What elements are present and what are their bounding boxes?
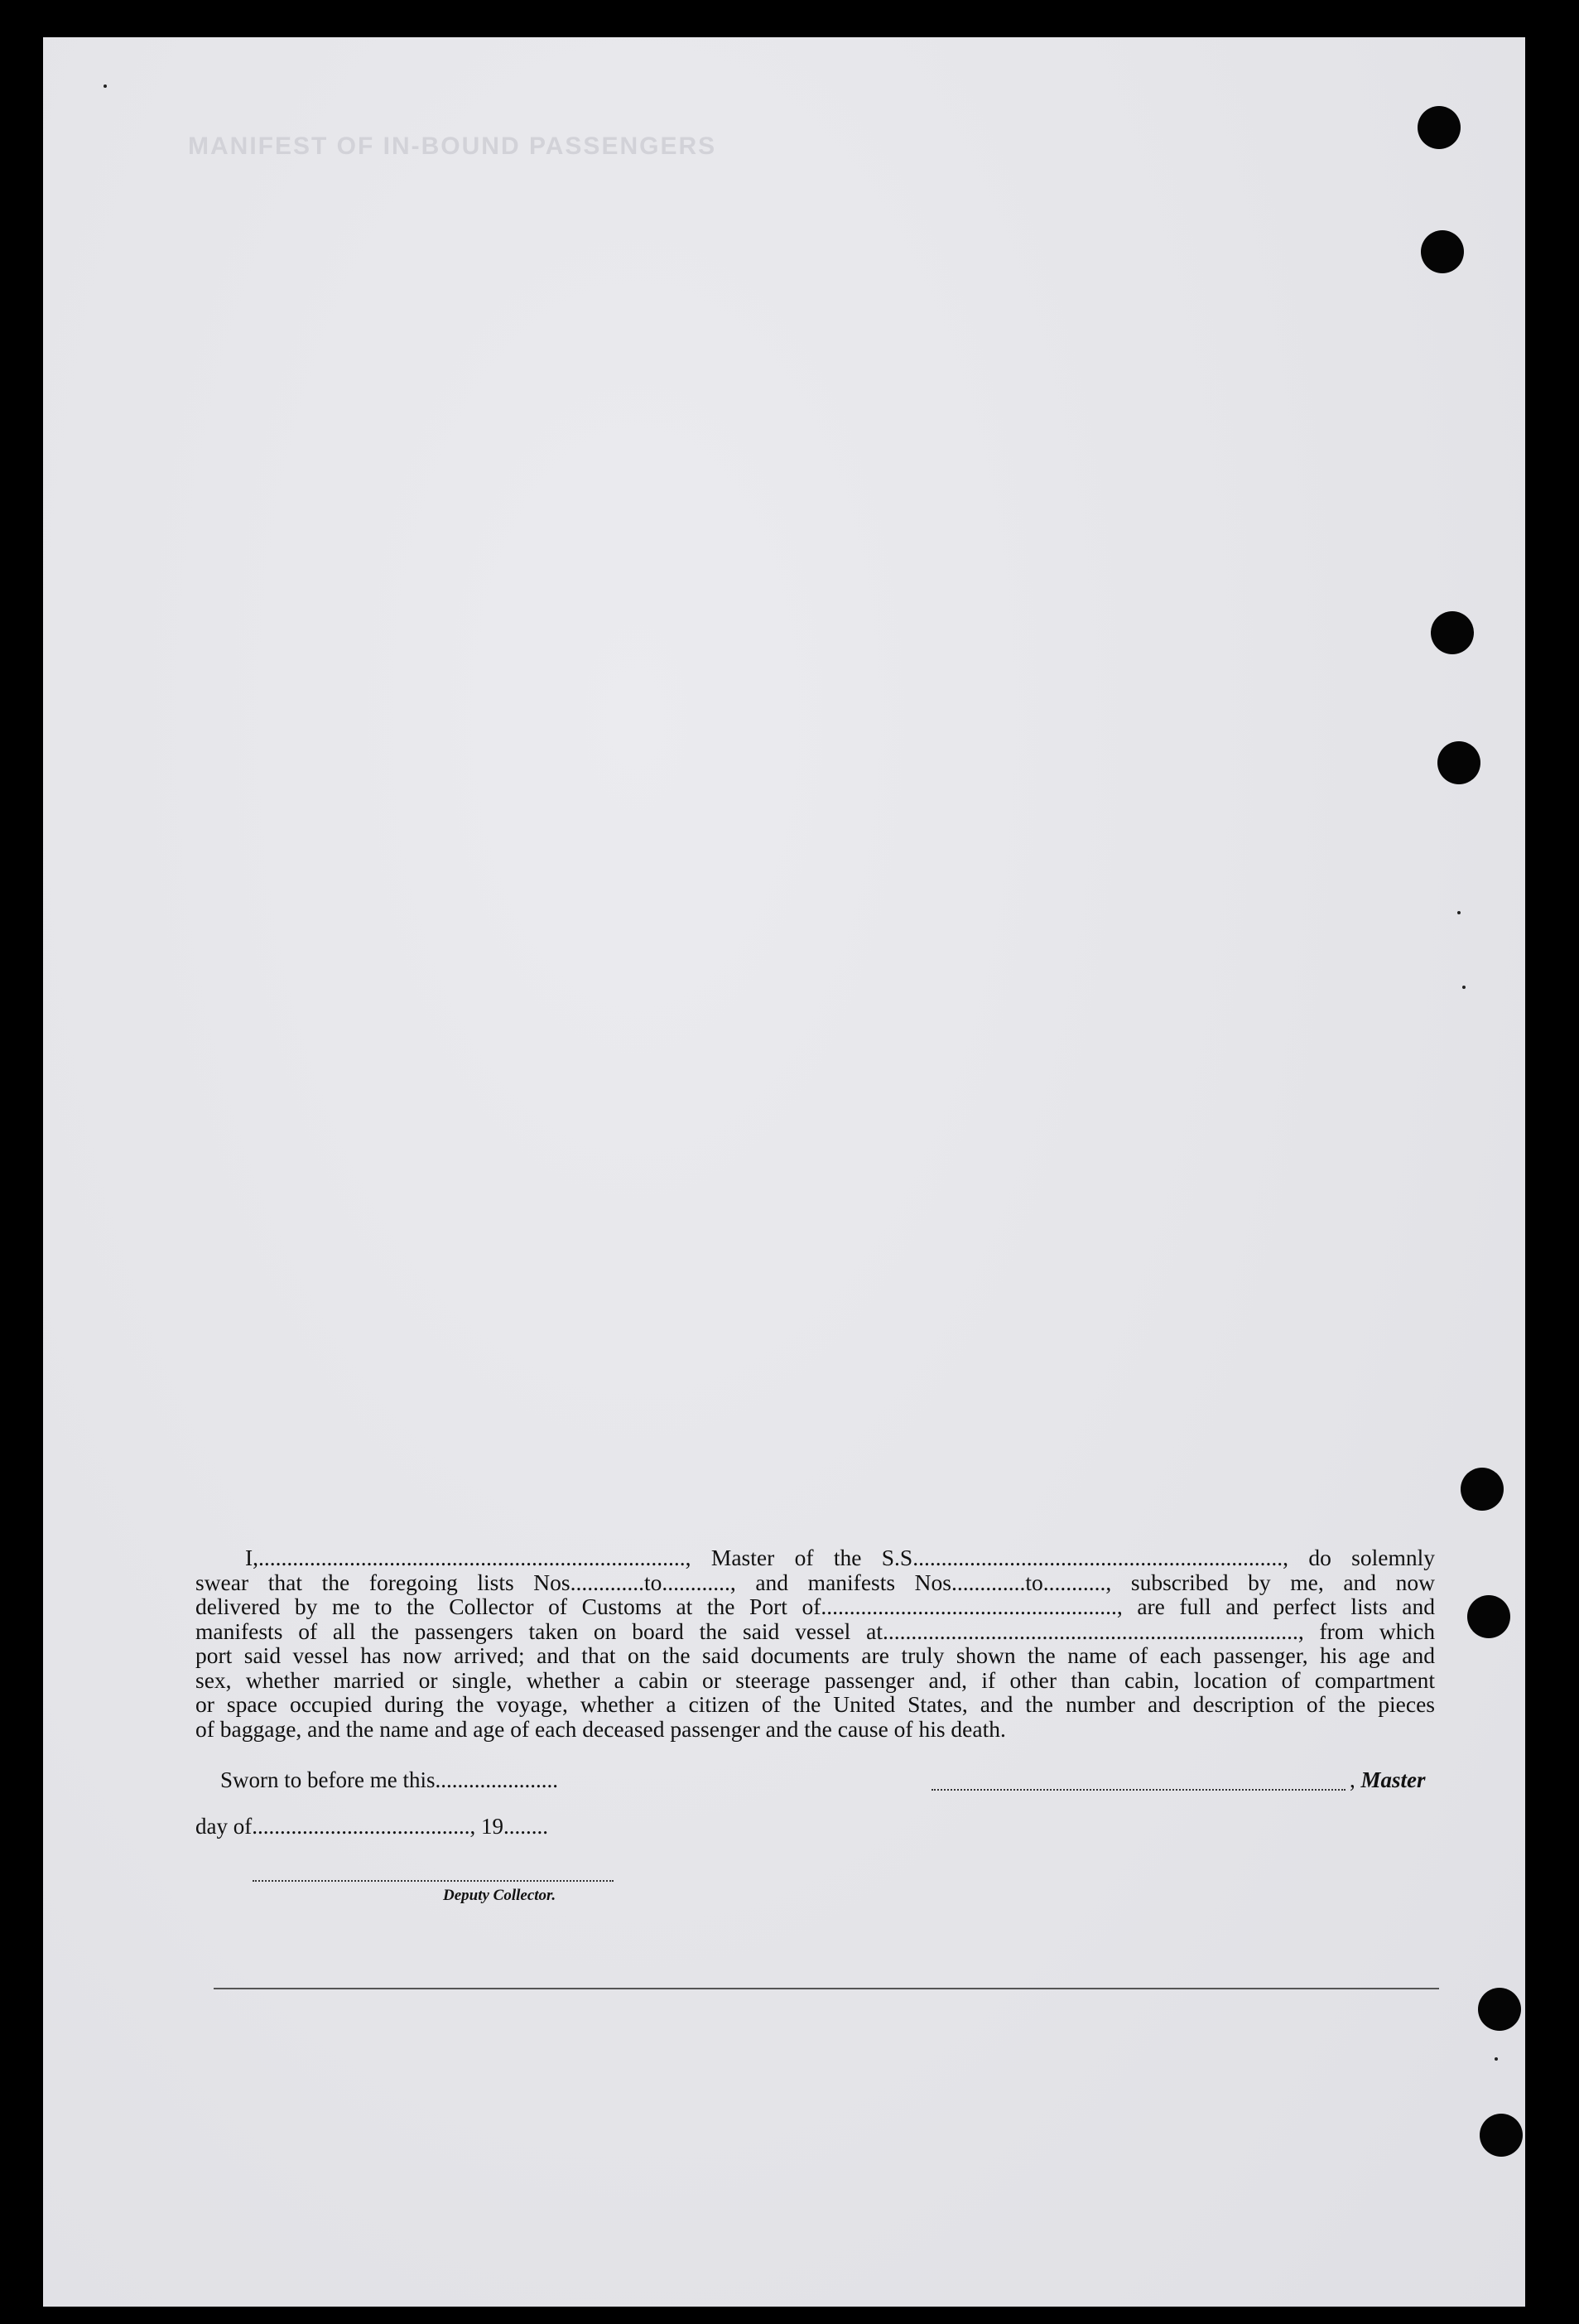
punch-hole [1461,1468,1504,1511]
deputy-signature-line [253,1880,614,1882]
master-signature-line [932,1789,1346,1791]
punch-hole [1418,106,1461,149]
punch-hole [1478,1988,1521,2031]
manifest-page [43,37,1525,2307]
punch-hole [1467,1595,1510,1638]
oath-line-1: I,..........................................................................., Master of the S.S................................................................., do solemnly [245,1545,1435,1570]
deputy-collector-label: Deputy Collector. [443,1887,556,1904]
punch-hole [1431,611,1474,654]
bottom-rule [214,1988,1439,1989]
oath-line-6: sex, whether married or single, whether a cabin or steerage passenger and, if other than cabin, location of compartment [195,1666,1435,1693]
oath-line-3: delivered by me to the Collector of Customs at the Port of...................................................., are full and perfect lists and [195,1594,1435,1619]
ink-speck [104,84,107,88]
oath-line-8: of baggage, and the name and age of each deceased passenger and the cause of his death. [195,1715,1006,1742]
oath-line-4: manifests of all the passengers taken on board the said vessel at........................................................................., from which [195,1618,1435,1644]
day-of-line: day of......................................., 19........ [195,1814,548,1839]
master-label-wrap: , Master [1350,1767,1426,1792]
master-label: Master [1360,1767,1426,1792]
punch-hole [1480,2114,1523,2157]
ink-speck [1462,986,1466,989]
faded-header-title: MANIFEST OF IN-BOUND PASSENGERS [188,133,717,160]
sworn-before-line: Sworn to before me this...................... [220,1767,558,1792]
punch-hole [1437,741,1480,784]
ink-speck [1495,2057,1498,2061]
oath-paragraph [195,1545,1435,1741]
punch-hole [1421,230,1464,273]
oath-line-5: port said vessel has now arrived; and that on the said documents are truly shown the name of each passenger, his age and [195,1642,1435,1668]
ink-speck [1457,911,1461,914]
oath-line-2: swear that the foregoing lists Nos.............to............, and manifests Nos.............to..........., subscribed by me, and now [195,1569,1435,1595]
oath-line-7: or space occupied during the voyage, whether a citizen of the United States, and the number and description of the pieces [195,1691,1435,1717]
